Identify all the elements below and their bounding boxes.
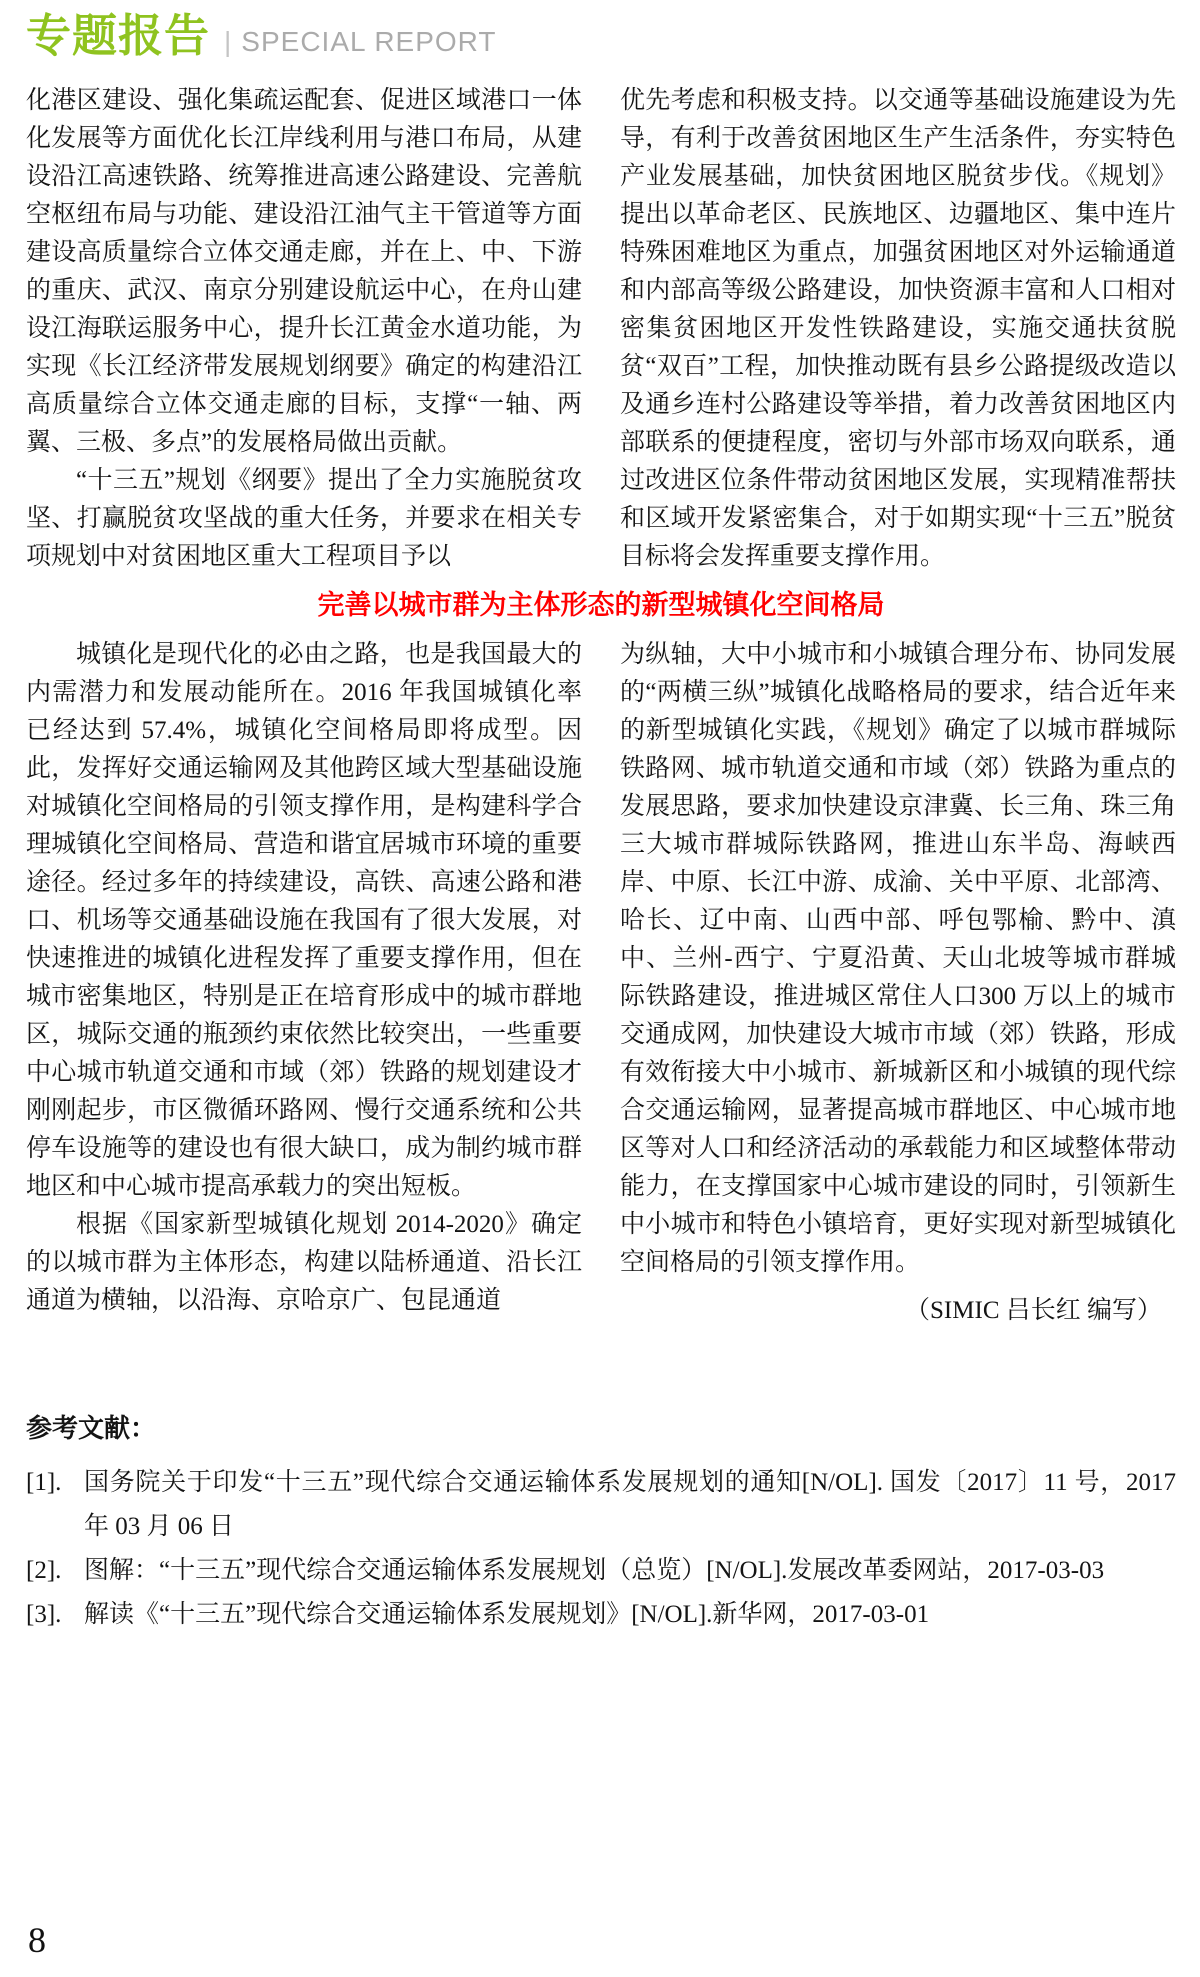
references-section (26, 1408, 1176, 1637)
section2-columns (26, 636, 1176, 1330)
reference-marker: [3]. (26, 1601, 62, 1628)
author-byline: （SIMIC 吕长红 编写） (905, 1297, 1162, 1324)
body-paragraph: “十三五”规划《纲要》提出了全力实施脱贫攻坚、打赢脱贫攻坚战的重大任务，并要求在相关专项规划中对贫困地区重大工程项目予以 (26, 467, 582, 570)
body-paragraph: 为纵轴，大中小城市和小城镇合理分布、协同发展的“两横三纵”城镇化战略格局的要求，结合近年来的新型城镇化实践，《规划》确定了以城市群城际铁路网、城市轨道交通和市域（郊）铁路为重点的发展思路，要求加快建设京津冀、长三角、珠三角三大城市群城际铁路网，推进山东半岛、海峡西岸、中原、长江中游、成渝、关中平原、北部湾、哈长、辽中南、山西中部、呼包鄂榆、黔中、滇中、兰州-西宁、宁夏沿黄、天山北坡等城市群城际铁路建设，推进城区常住人口300 万以上的城市交通成网，加快建设大城市市域（郊）铁路，形成有效衔接大中小城市、新城新区和小城镇的现代综合交通运输网，显著提高城市群地区、中心城市地区等对人口和经济活动的承载能力和区域整体带动能力，在支撑国家中心城市建设的同时，引领新生中小城市和特色小镇培育，更好实现对新型城镇化空间格局的引领支撑作用。 (620, 641, 1176, 1276)
page-header (26, 12, 1176, 60)
body-paragraph: 城镇化是现代化的必由之路，也是我国最大的内需潜力和发展动能所在。2016 年我国城镇化率已经达到 57.4%，城镇化空间格局即将成型。因此，发挥好交通运输网及其他跨区域大型基础设施对城镇化空间格局的引领支撑作用，是构建科学合理城镇化空间格局、营造和谐宜居城市环境的重要途径。经过多年的持续建设，高铁、高速公路和港口、机场等交通基础设施在我国有了很大发展，对快速推进的城镇化进程发挥了重要支撑作用，但在城市密集地区，特别是正在培育形成中的城市群地区，城际交通的瓶颈约束依然比较突出，一些重要中心城市轨道交通和市域（郊）铁路的规划建设才刚刚起步，市区微循环路网、慢行交通系统和公共停车设施等的建设也有很大缺口，成为制约城市群地区和中心城市提高承载力的突出短板。 (26, 641, 582, 1200)
body-paragraph: 根据《国家新型城镇化规划 2014-2020》确定的以城市群为主体形态，构建以陆桥通道、沿长江通道为横轴，以沿海、京哈京广、包昆通道 (26, 1211, 582, 1314)
reference-item (26, 1549, 1176, 1593)
section1-right-column (620, 82, 1176, 576)
reference-item (26, 1461, 1176, 1549)
body-paragraph: 化港区建设、强化集疏运配套、促进区域港口一体化发展等方面优化长江岸线利用与港口布局，从建设沿江高速铁路、统筹推进高速公路建设、完善航空枢纽布局与功能、建设沿江油气主干管道等方面建设高质量综合立体交通走廊，并在上、中、下游的重庆、武汉、南京分别建设航运中心，在舟山建设江海联运服务中心，提升长江黄金水道功能，为实现《长江经济带发展规划纲要》确定的构建沿江高质量综合立体交通走廊的目标，支撑“一轴、两翼、三极、多点”的发展格局做出贡献。 (26, 87, 582, 456)
references-heading: 参考文献： (26, 1413, 157, 1443)
section2-left-column (26, 636, 582, 1330)
header-separator: | (224, 26, 232, 57)
reference-text: 图解：“十三五”现代综合交通运输体系发展规划（总览）[N/OL].发展改革委网站，2017-03-03 (84, 1557, 1105, 1584)
body-paragraph: 优先考虑和积极支持。以交通等基础设施建设为先导，有利于改善贫困地区生产生活条件，夯实特色产业发展基础，加快贫困地区脱贫步伐。《规划》提出以革命老区、民族地区、边疆地区、集中连片特殊困难地区为重点，加强贫困地区对外运输通道和内部高等级公路建设，加快资源丰富和人口相对密集贫困地区开发性铁路建设，实施交通扶贫脱贫“双百”工程，加快推动既有县乡公路提级改造以及通乡连村公路建设等举措，着力改善贫困地区内部联系的便捷程度，密切与外部市场双向联系，通过改进区位条件带动贫困地区发展，实现精准帮扶和区域开发紧密集合，对于如期实现“十三五”脱贫目标将会发挥重要支撑作用。 (620, 87, 1176, 570)
section1-columns (26, 82, 1176, 576)
reference-marker: [1]. (26, 1469, 62, 1496)
reference-text: 国务院关于印发“十三五”现代综合交通运输体系发展规划的通知[N/OL]. 国发〔2017〕11 号，2017 年 03 月 06 日 (84, 1469, 1176, 1540)
section-heading-red: 完善以城市群为主体形态的新型城镇化空间格局 (317, 590, 885, 620)
reference-item (26, 1593, 1176, 1637)
reference-marker: [2]. (26, 1557, 62, 1584)
reference-text: 解读《“十三五”现代综合交通运输体系发展规划》[N/OL].新华网，2017-03-01 (84, 1601, 930, 1628)
header-title-en: SPECIAL REPORT (241, 26, 497, 57)
header-title-cn: 专题报告 (26, 10, 211, 61)
page-number: 8 (28, 1920, 46, 1960)
section1-left-column (26, 82, 582, 576)
section2-right-column (620, 636, 1176, 1330)
